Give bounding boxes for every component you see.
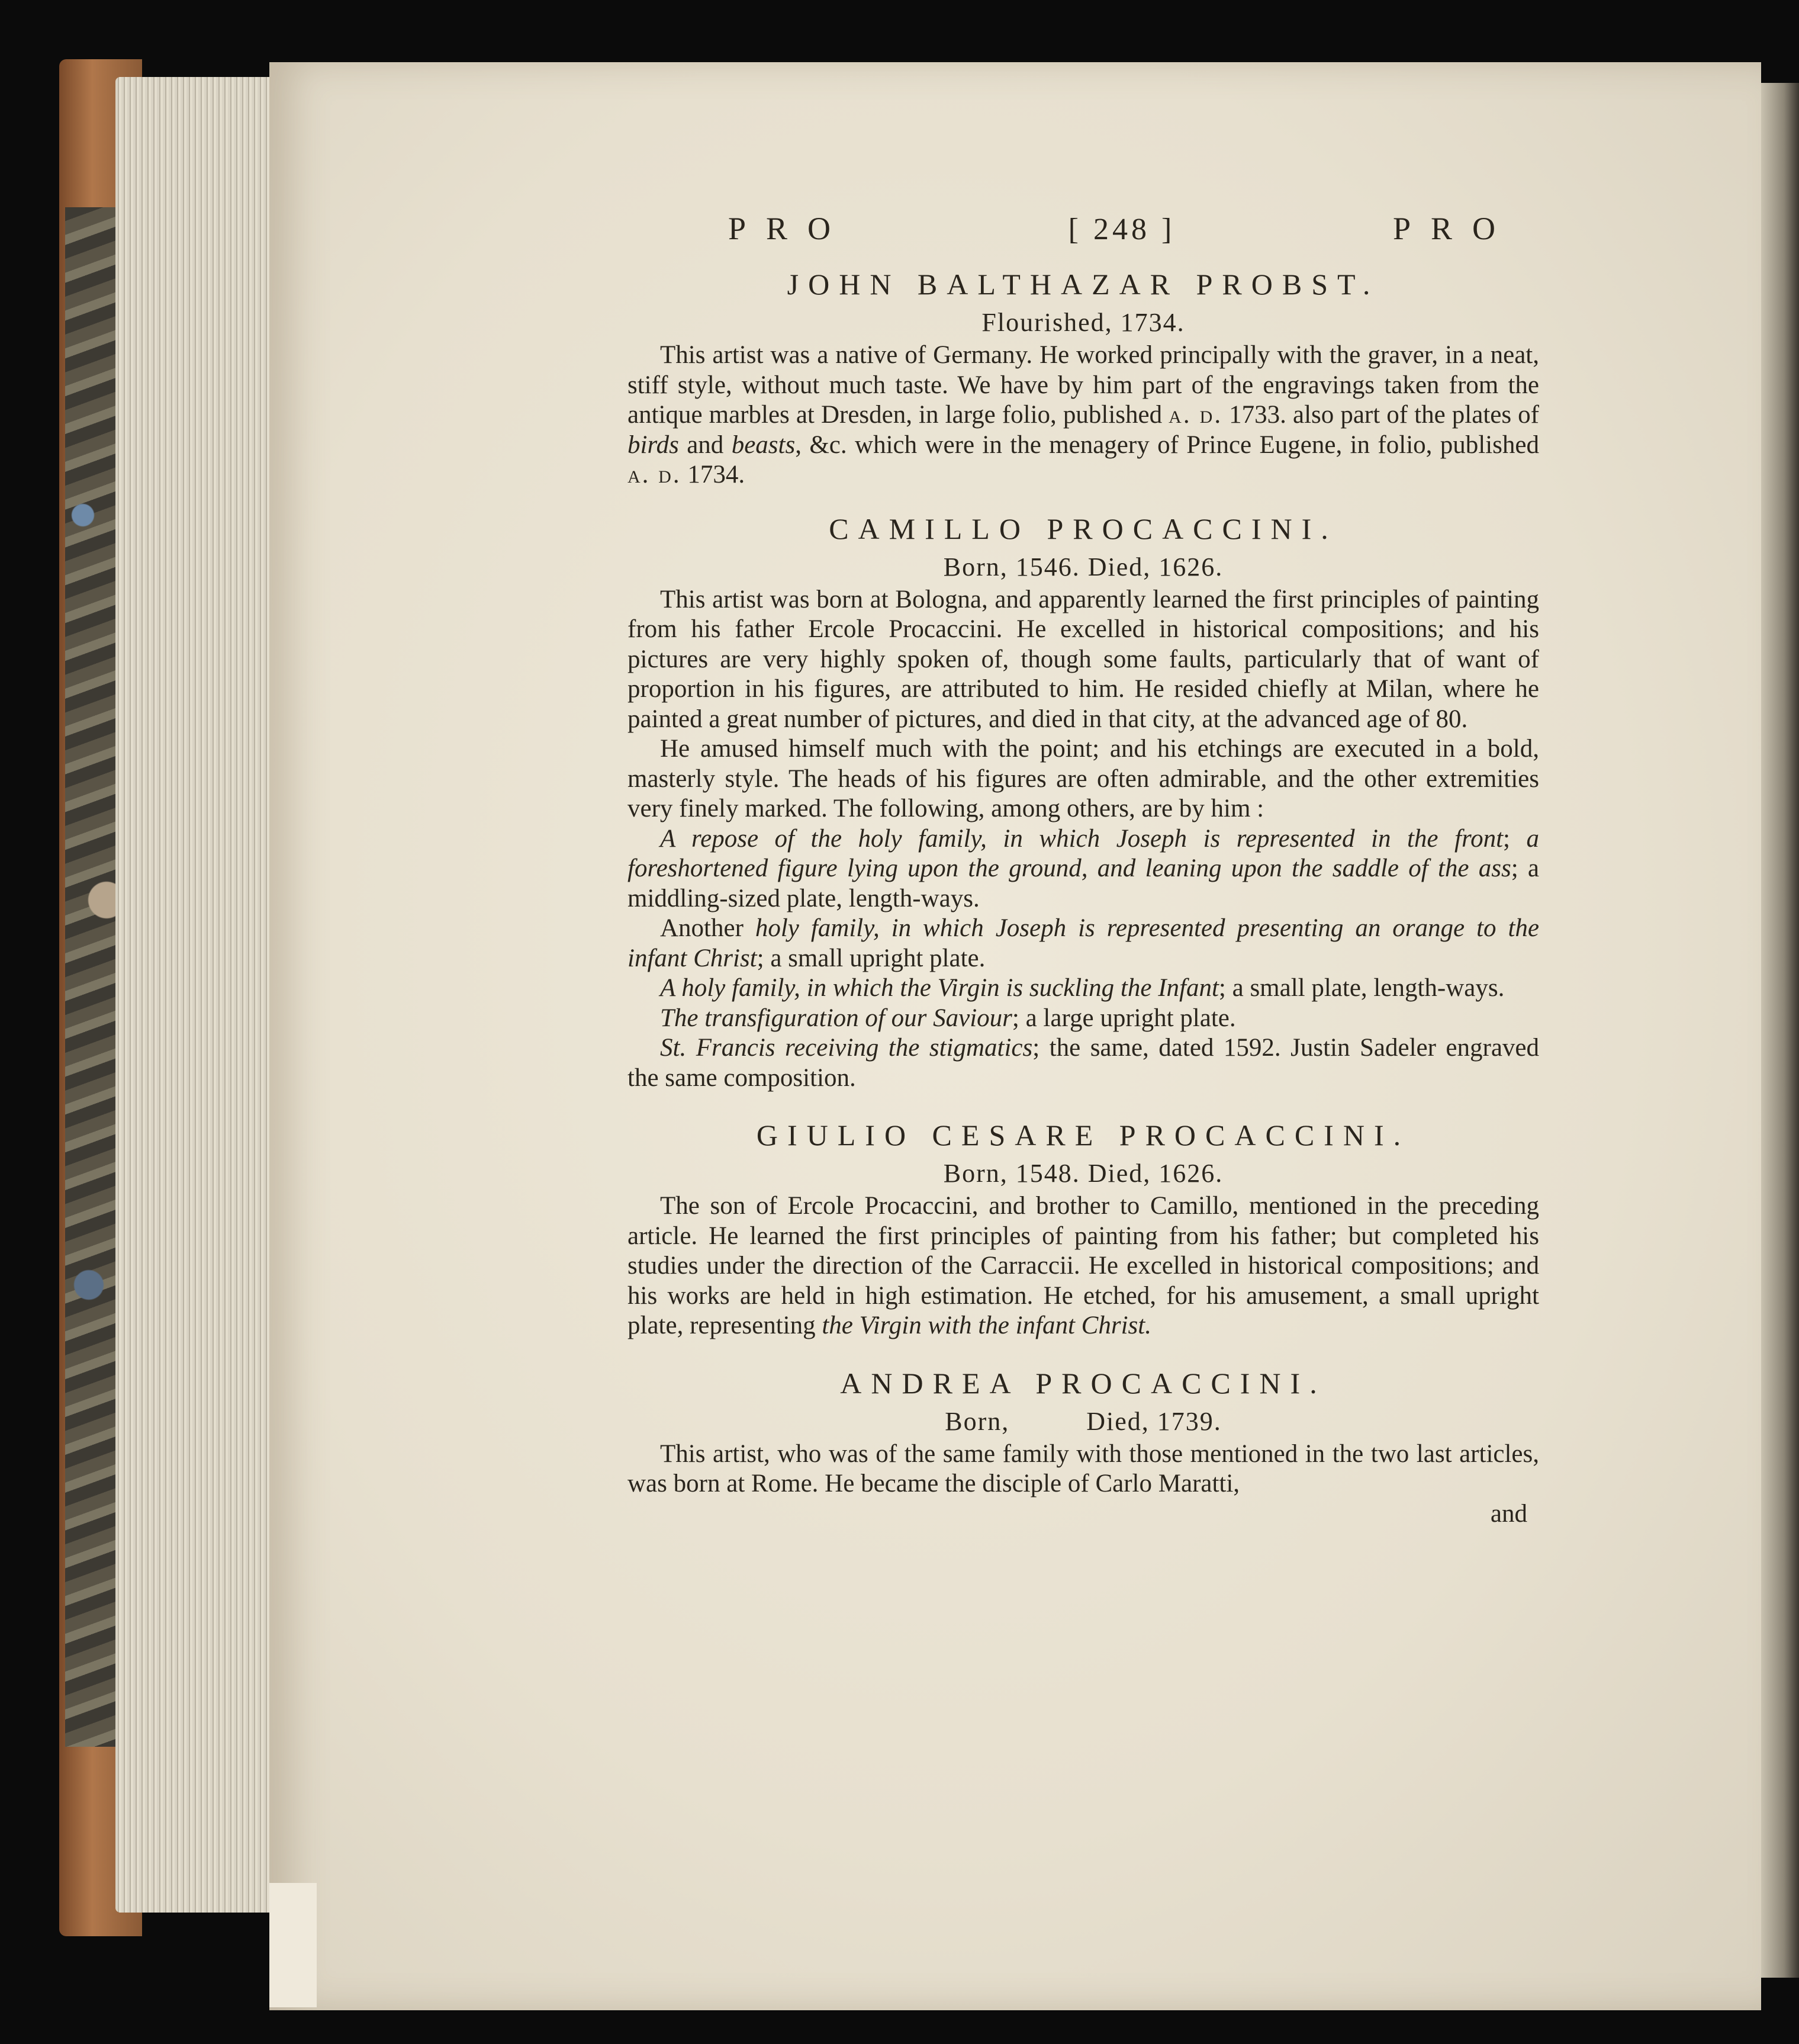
- entry-paragraph-andrea: This artist, who was of the same family with those mentioned in the two last articles, was born at Rome. He became the disciple of Carlo Maratti,: [627, 1439, 1539, 1497]
- page-tab: [269, 1883, 317, 2007]
- entry-paragraph-probst: This artist was a native of Germany. He worked principally with the graver, in a neat, stiff style, without much taste. We have by him part of the engravings taken from the antique marbles at Dresden, in large folio, published a. d. 1733. also part of the plates of birds and beasts, &c. which were in the menagery of Prince Eugene, in folio, published a. d. 1734.: [627, 341, 1539, 488]
- work-item: A repose of the holy family, in which Joseph is represented in the front; a foreshortened figure lying upon the ground, and leaning upon the saddle of the ass; a middling-sized plate, length-ways.: [627, 824, 1539, 912]
- work-item: St. Francis receiving the stigmatics; the same, dated 1592. Justin Sadeler engraved the same composition.: [627, 1034, 1539, 1092]
- work-item: The transfiguration of our Saviour; a large upright plate.: [660, 1004, 1236, 1032]
- entry-heading-camillo: CAMILLO PROCACCINI.: [829, 512, 1338, 545]
- entry-heading-andrea: ANDREA PROCACCINI.: [840, 1366, 1327, 1400]
- catchword: and: [1490, 1499, 1527, 1528]
- page-edges: [115, 77, 272, 1913]
- entry-dates-andrea: Born, Died, 1739.: [945, 1406, 1222, 1436]
- entry-heading-giulio: GIULIO CESARE PROCACCINI.: [756, 1119, 1411, 1152]
- entry-dates-giulio: Born, 1548. Died, 1626.: [943, 1159, 1224, 1188]
- entry-dates-camillo: Born, 1546. Died, 1626.: [943, 552, 1224, 581]
- running-head-left: PRO: [728, 211, 851, 246]
- page-text: [627, 210, 1539, 1529]
- entry-heading-probst: JOHN BALTHAZAR PROBST.: [787, 268, 1380, 301]
- book-cover-right: [1761, 83, 1799, 1978]
- running-head: [627, 210, 1539, 263]
- entry-dates-probst: Flourished, 1734.: [981, 308, 1185, 337]
- page-number: [ 248 ]: [1068, 213, 1176, 246]
- entry-paragraph-camillo-1: This artist was born at Bologna, and apparently learned the first principles of painting from his father Ercole Procaccini. He excelled in historical compositions; and his pictures are very highly spoken of, though some faults, particularly that of want of proportion in his figures, are attributed to him. He resided chiefly at Milan, where he painted a great number of pictures, and died in that city, at the advanced age of 80.: [627, 585, 1539, 733]
- entry-paragraph-camillo-2: He amused himself much with the point; and his etchings are executed in a bold, masterly style. The heads of his figures are often admirable, and the other extremities very finely marked. The following, among others, are by him :: [627, 735, 1539, 822]
- running-head-right: PRO: [1392, 211, 1515, 246]
- work-item: Another holy family, in which Joseph is represented presenting an orange to the infant Christ; a small upright plate.: [627, 914, 1539, 972]
- work-item: A holy family, in which the Virgin is suckling the Infant; a small plate, length-ways.: [660, 974, 1505, 1002]
- entry-paragraph-giulio: The son of Ercole Procaccini, and brother to Camillo, mentioned in the preceding article. He learned the first principles of painting from his father; but completed his studies under the direction of the Carraccii. He excelled in historical compositions; and his works are held in high estimation. He etched, for his amusement, a small upright plate, representing the Virgin with the infant Christ.: [627, 1192, 1539, 1339]
